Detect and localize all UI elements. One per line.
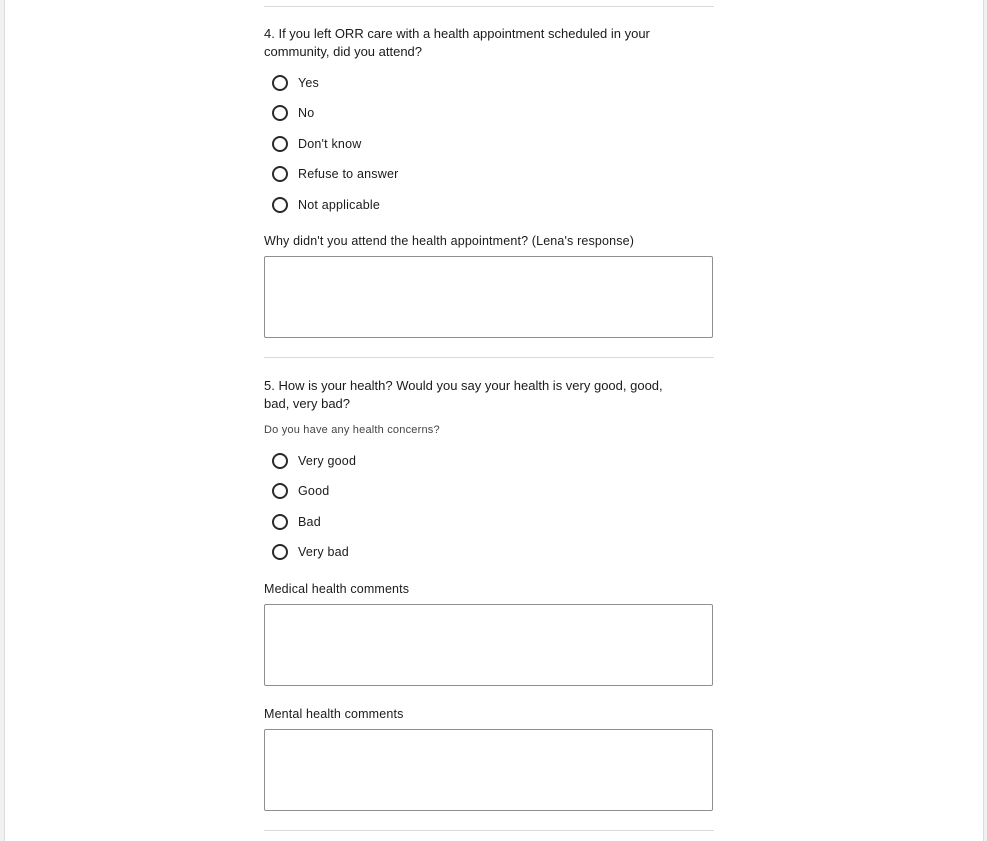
question-4: 4. If you left ORR care with a health appointment scheduled in your community, did you attend? <box>264 26 650 59</box>
q4-option-yes[interactable] <box>272 73 319 93</box>
option-label: Bad <box>298 515 321 529</box>
radio-button[interactable] <box>272 544 288 560</box>
q5-option-bad[interactable] <box>272 512 321 532</box>
radio-button[interactable] <box>272 136 288 152</box>
radio-button[interactable] <box>272 75 288 91</box>
option-label: No <box>298 106 315 120</box>
appointment-reason-textarea[interactable] <box>264 256 713 338</box>
q5-option-very-bad[interactable] <box>272 542 349 562</box>
option-label: Good <box>298 484 330 498</box>
option-label: Very good <box>298 454 357 468</box>
question-5: 5. How is your health? Would you say your health is very good, good, bad, very bad? <box>264 378 663 411</box>
appointment-reason-label: Why didn't you attend the health appointment? (Lena's response) <box>264 234 635 248</box>
radio-button[interactable] <box>272 483 288 499</box>
section-divider <box>264 6 714 7</box>
radio-button[interactable] <box>272 105 288 121</box>
q5-option-good[interactable] <box>272 481 329 501</box>
medical-comments-textarea[interactable] <box>264 604 713 686</box>
q4-option-dont-know[interactable] <box>272 134 361 154</box>
option-label: Don't know <box>298 137 362 151</box>
mental-comments-textarea[interactable] <box>264 729 713 811</box>
option-label: Very bad <box>298 545 349 559</box>
radio-button[interactable] <box>272 197 288 213</box>
q5-option-very-good[interactable] <box>272 451 356 471</box>
option-label: Yes <box>298 76 319 90</box>
radio-button[interactable] <box>272 453 288 469</box>
section-divider <box>264 357 714 358</box>
q4-option-no[interactable] <box>272 103 314 123</box>
question-5-hint: Do you have any health concerns? <box>264 424 440 436</box>
q4-option-refuse[interactable] <box>272 164 398 184</box>
q4-option-not-applicable[interactable] <box>272 195 380 215</box>
section-divider <box>264 830 714 831</box>
radio-button[interactable] <box>272 166 288 182</box>
radio-button[interactable] <box>272 514 288 530</box>
medical-comments-label: Medical health comments <box>264 582 410 596</box>
option-label: Not applicable <box>298 198 381 212</box>
page <box>4 0 984 841</box>
option-label: Refuse to answer <box>298 167 399 181</box>
mental-comments-label: Mental health comments <box>264 707 404 721</box>
